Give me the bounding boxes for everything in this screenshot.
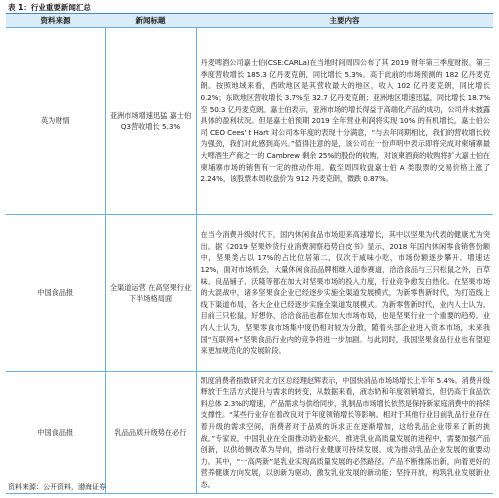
table-header-row <box>6 14 493 28</box>
table-row <box>6 372 493 494</box>
table-row <box>6 215 493 372</box>
row-content: 凯度消费者指数研究北方区总经理赵辉表示，中国快消品市场场增长上半年 5.4%。消费升级释放于生活方式提升与需求的转变，从数据来看，液态奶和年度领销增长，但仍高于食品饮料总体 2.3%的增速，产品需求与供给同步，乳制品市场增长依然是保持新家庭消费中的持续支撑性。“某些行业存在着改良对于年度领销增长等影响。相对于其他行业目前乳品行业存在着升级的需求空间，消费者对于品质的诉求正在逐渐增加，这给乳品企业带来了新的挑战。”专家说，中国乳业在全面推动奶业振兴、推进乳业高质量发展的进程中，需要加强产品创新，以供给侧改革为导向，推动行业健康可持续发展。成为推动乳品企业发展的重要动力。其中，“一高两新”是乳业实现高质量发展的必然路径。产品不断推陈出新，向着更好的营养健康方向发展，以创新为驱动，激发乳业发展的新动能；坚持开放，构筑乳业发展新业态。 <box>196 372 493 494</box>
header-content: 主要内容 <box>196 14 493 28</box>
row-content: 在当今消费升级时代下，国内休闲食品市场迎来高速增长，其中以坚果为代表的健康尤为突出。据《2019 坚果炒货行业消费洞察趋势白皮书》显示，2018 年国内休闲零食销售份额中，坚果类占以 17%的占比位居第二，仅次于咸味小吃，市场份额逐步攀升。增速达 12%，面对市场机会，大量休闲食品品牌相继入道参赛道，洽洽食品与三只松鼠之外，百草味、良品铺子、沃隆等都在加大对坚果市场的投入力度，行业竞争愈发白热化。在坚果市场的大混战中，诸多坚果食企业已经逐步实施全渠道发展模式，为新零售新时代，为打造线上线下渠道布局，各大企业已经逐步实施全渠道发展模式。为新零售新时代，业内人士认为，目前三只松鼠，好想你、洽洽食品也都在加大市场布局，也是坚果行业一个重要的趋势。业内人士认为，坚果零食市场集中度仍相对较为分散，随着头部企业进入资本市场，未来我国“互联网+”坚果食品行业内的竞争将进一步加剧。与此同时，我国坚果食品行业也有望迎来更加规范化的发展阶段。 <box>196 215 493 372</box>
row-source: 中国食品报 <box>6 215 105 372</box>
source-footnote: 资料来源：公开资料，渤海证券 <box>8 483 106 491</box>
header-source: 资料来源 <box>6 14 105 28</box>
industry-news-table <box>6 13 493 494</box>
row-title: 亚洲市场增速迅猛 嘉士伯Q3营收增长 5.3% <box>105 28 196 215</box>
header-title: 新闻标题 <box>105 14 196 28</box>
row-content: 丹麦啤酒公司嘉士伯(CSE:CARLa)在当地时间周四公布了其 2019 财年第三季度财报。第三季度营收增长 185.3 亿丹麦克朗，同比增长 5.3%。高于此前的市场预测的 182 亿丹麦克朗。按照地域来看，西欧地区是其营收最大的地区，收入 102 亿丹麦克朗，同比增长 0.2%；东欧地区营收增长 3.7%至 32.7 亿丹麦克朗；亚洲地区增速迅猛，同比增长 18.7%至 50.3 亿丹麦克朗。嘉士伯表示，亚洲市场的增长得益于高端化产品的成功，公司并未披露具体的盈利状况。但是嘉士伯预期 2019 全年营业利润将实现 10% 的有机增长。嘉士伯公司 CEO Cees' t Hart 对公司本年度的表现十分满意，“与去年同期相比，我们的营收增长较为强劲，我们对此感到高兴。”值得注意的是，该公司在一份声明中表示即将完成对柬埔寨最大啤酒生产商之一的 Cambrew 剩余 25%的股份的收购，对该柬酒商的收购将扩大嘉士伯在柬埔寨市场的销售有一定的推动作用。截至周四收盘嘉士伯 A 类股票的交易价格上涨了 2.24%，该股票本周收盘价为 912 丹麦克朗，微跌 0.87%。 <box>196 28 493 215</box>
row-source: 英为财情 <box>6 28 105 215</box>
table-row <box>6 28 493 215</box>
row-title: 乳品品质升级势在必行 <box>105 372 196 494</box>
row-source: 中国食品报 <box>6 372 105 494</box>
row-title: 全渠道运营 在高坚果行业下半场格局面 <box>105 215 196 372</box>
table-caption: 表 1：行业重要新闻汇总 <box>8 3 91 12</box>
